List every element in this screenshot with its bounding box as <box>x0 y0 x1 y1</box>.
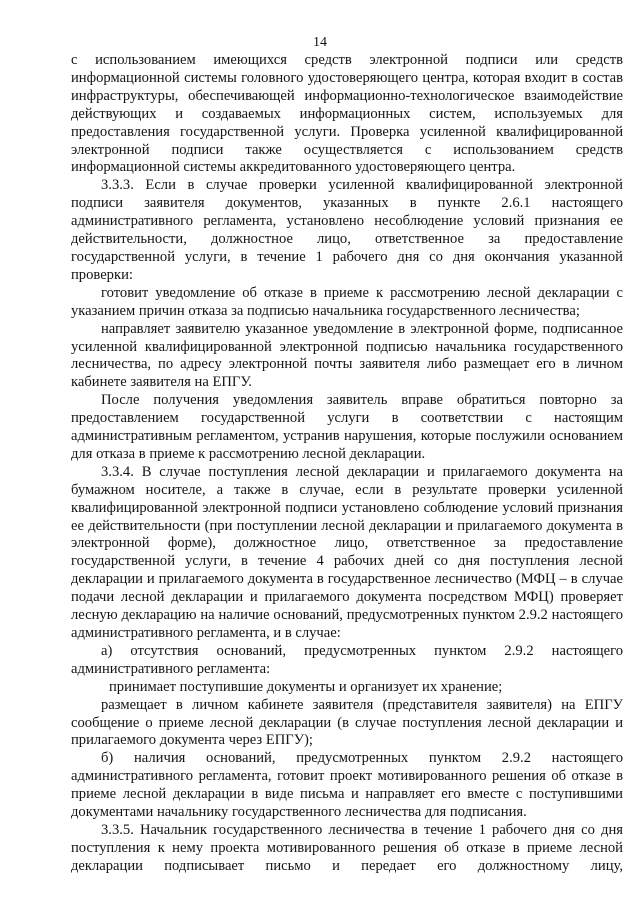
paragraph-case-a: а) отсутствия оснований, предусмотренных пунктом 2.9.2 настоящего административного регламента: <box>71 642 623 677</box>
paragraph-esign-tools: с использованием имеющихся средств электронной подписи или средств информационной системы головного удостоверяющего центра, которая входит в состав инфраструктуры, обеспечивающей информационно-технологическое взаимодействие действующих и создаваемых информационных систем, используемых для предоставления государственной услуги. Проверка усиленной квалифицированной электронной подписи также осуществляется с использованием средств информационной системы аккредитованного удостоверяющего центра. <box>71 52 623 176</box>
paragraph-accept-documents: принимает поступившие документы и организует их хранение; <box>109 678 503 695</box>
paragraph-case-b: б) наличия оснований, предусмотренных пунктом 2.9.2 настоящего административного регламента, готовит проект мотивированного решения об отказе в приеме лесной декларации в виде письма и направляет его вместе с поступившими документами начальнику государственного лесничества для подписания. <box>71 750 623 821</box>
page-number: 14 <box>313 35 327 50</box>
paragraph-post-in-cabinet: размещает в личном кабинете заявителя (представителя заявителя) на ЕПГУ сообщение о приеме лесной декларации (в случае поступления лесной декларации и прилагаемого документа через ЕПГУ); <box>71 696 623 749</box>
document-body <box>71 52 623 876</box>
paragraph-send-notice: направляет заявителю указанное уведомление в электронной форме, подписанное усиленной квалифицированной электронной подписью начальника государственного лесничества, по адресу электронной почты заявителя либо размещает его в личном кабинете заявителя на ЕПГУ. <box>71 320 623 391</box>
paragraph-prepare-notice: готовит уведомление об отказе в приеме к рассмотрению лесной декларации с указанием причин отказа за подписью начальника государственного лесничества; <box>71 284 623 319</box>
paragraph-3-3-3: 3.3.3. Если в случае проверки усиленной квалифицированной электронной подписи заявителя документов, указанных в пункте 2.6.1 настоящего административного регламента, установлено несоблюдение условий признания ее действительности, должностное лицо, ответственное за предоставление государственной услуги, в течение 1 рабочего дня со дня окончания указанной проверки: <box>71 177 623 283</box>
paragraph-3-3-5: 3.3.5. Начальник государственного лесничества в течение 1 рабочего дня со дня поступления к нему проекта мотивированного решения об отказе в приеме лесной декларации подписывает письмо и передает его должностному лицу, <box>71 821 623 874</box>
paragraph-repeat-application: После получения уведомления заявитель вправе обратиться повторно за предоставлением государственной услуги в соответствии с настоящим административным регламентом, устранив нарушения, которые послужили основанием для отказа в приеме к рассмотрению лесной декларации. <box>71 392 623 462</box>
paragraph-3-3-4: 3.3.4. В случае поступления лесной декларации и прилагаемого документа на бумажном носителе, а также в случае, если в результате проверки усиленной квалифицированной электронной подписи установлено соблюдение условий признания ее действительности (при поступлении лесной декларации и прилагаемого документа в электронной форме), должностное лицо, ответственное за предоставление государственной услуги, в течение 4 рабочих дней со дня поступления лесной декларации и прилагаемого документа в государственное лесничество (МФЦ – в случае подачи лесной декларации и прилагаемого документа посредством МФЦ) проверяет лесную декларацию на наличие оснований, предусмотренных пунктом 2.9.2 настоящего административного регламента, и в случае: <box>71 463 623 641</box>
